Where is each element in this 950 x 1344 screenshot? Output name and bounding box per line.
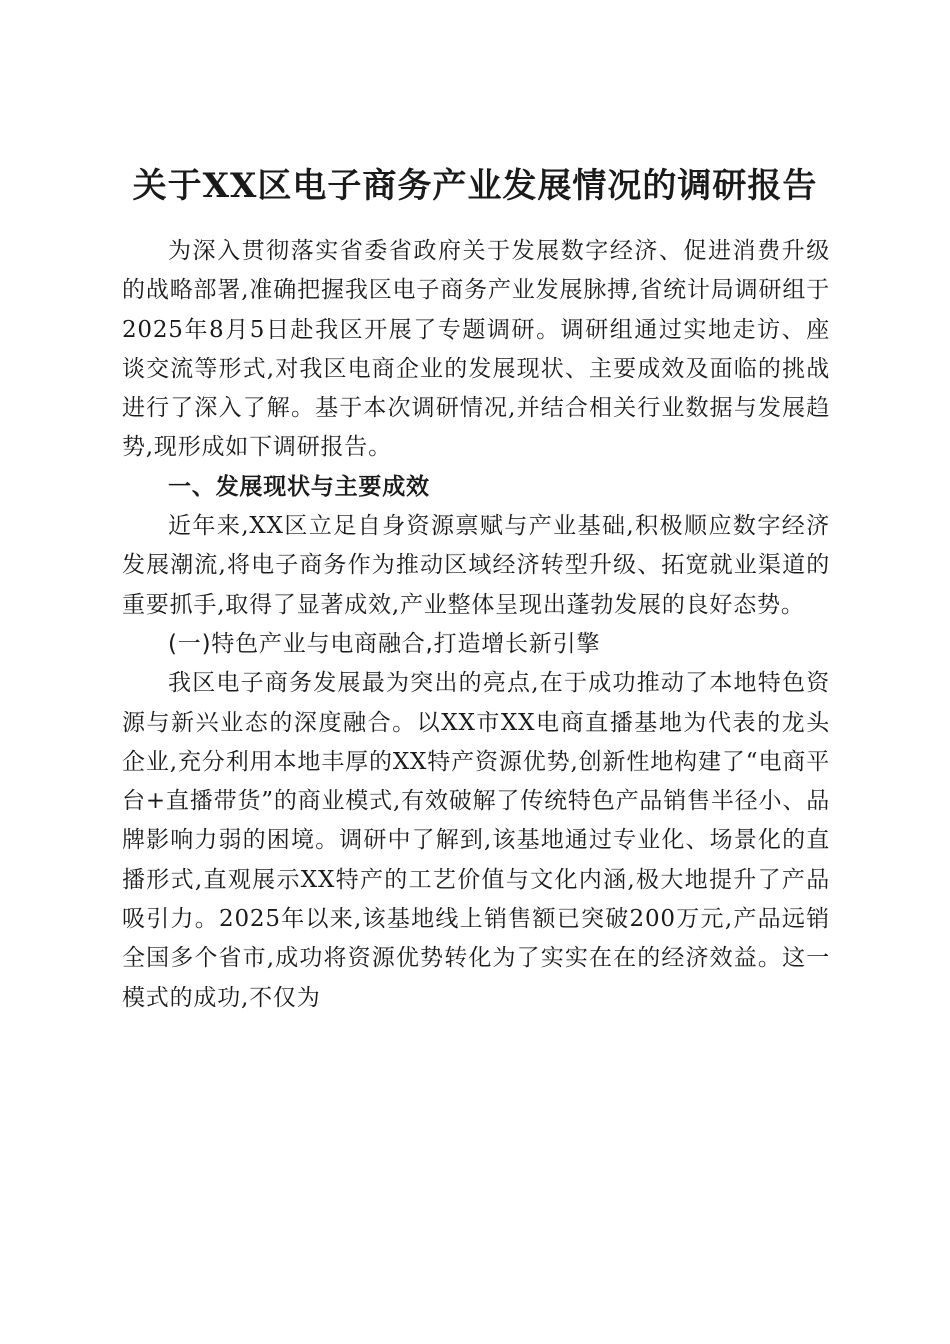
section-heading-1: 一、发展现状与主要成效: [168, 473, 430, 500]
document-title: 关于XX区电子商务产业发展情况的调研报告: [132, 165, 818, 206]
document-body: [122, 232, 830, 1018]
subsection-1-paragraph: 我区电子商务发展最为突出的亮点,在于成功推动了本地特色资源与新兴业态的深度融合。以XX市XX电商直播基地为代表的龙头企业,充分利用本地丰厚的XX特产资源优势,创新性地构建了“电商平台+直播带货”的商业模式,有效破解了传统特色产品销售半径小、品牌影响力弱的困境。调研中了解到,该基地通过专业化、场景化的直播形式,直观展示XX特产的工艺价值与文化内涵,极大地提升了产品吸引力。2025年以来,该基地线上销售额已突破200万元,产品远销全国多个省市,成功将资源优势转化为了实实在在的经济效益。这一模式的成功,不仅为: [122, 670, 830, 1011]
section-1-paragraph: 近年来,XX区立足自身资源禀赋与产业基础,积极顺应数字经济发展潮流,将电子商务作为推动区域经济转型升级、拓宽就业渠道的重要抓手,取得了显著成效,产业整体呈现出蓬勃发展的良好态势。: [122, 513, 830, 618]
subsection-heading-1: (一)特色产业与电商融合,打造增长新引擎: [168, 630, 601, 657]
intro-paragraph: 为深入贯彻落实省委省政府关于发展数字经济、促进消费升级的战略部署,准确把握我区电子商务产业发展脉搏,省统计局调研组于2025年8月5日赴我区开展了专题调研。调研组通过实地走访、座谈交流等形式,对我区电商企业的发展现状、主要成效及面临的挑战进行了深入了解。基于本次调研情况,并结合相关行业数据与发展趋势,现形成如下调研报告。: [122, 238, 830, 461]
